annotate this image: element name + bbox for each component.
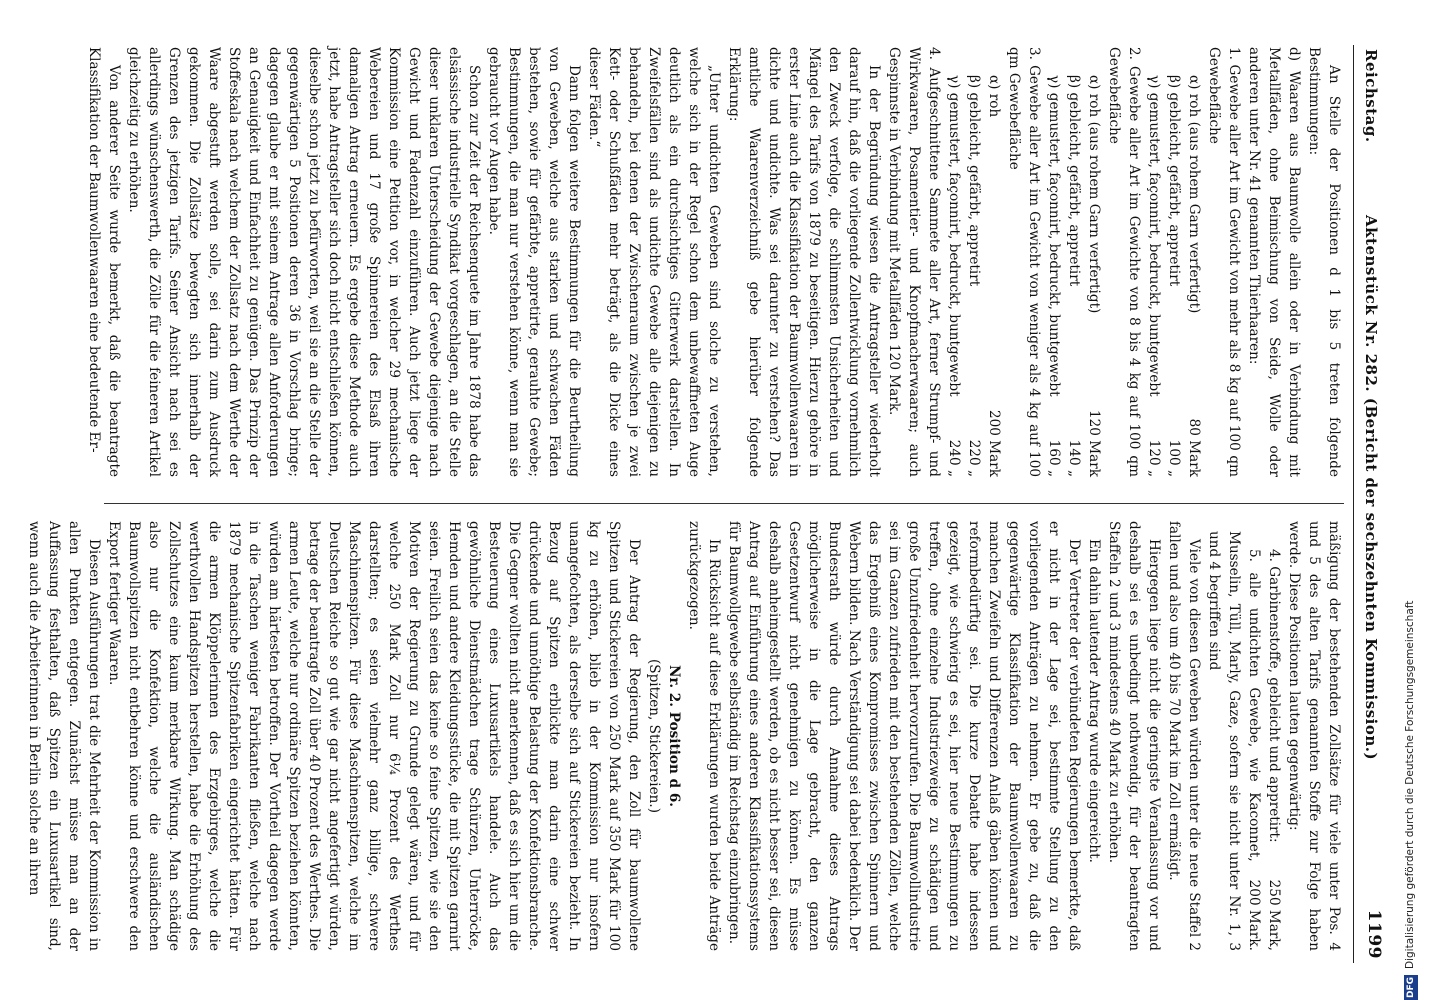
paragraph: An Stelle der Positionen d 1 bis 5 treten folgende Bestimmungen:	[1306, 47, 1342, 477]
paragraph: Von anderer Seite wurde bemerkt, daß die beantragte Klassifikation der Baumwollenwaaren eine bedeutende Er-	[86, 47, 122, 477]
section-title: Nr. 2. Position d 6.	[666, 664, 682, 808]
quote-paragraph: „Unter undichten Geweben sind solche zu verstehen, welche sich in der Regel schon dem unbewaffneten Auge deutlich als ein durchsichtiges Gitterwerk darstellen. In Zweifelsfällen sind als undichte Gewebe alle diejenigen zu behandeln, bei denen der Zwischenraum zwischen je zwei Kett- oder Schußfäden mehr beträgt, als die Dicke eines dieser Fäden.“	[586, 47, 722, 477]
digitization-credit	[1403, 0, 1417, 1000]
tariff-subitem: 200 Mark α) roh	[986, 75, 1002, 477]
document-page	[26, 45, 1388, 963]
page-header	[1353, 45, 1388, 963]
tariff-item: 3. Gewebe aller Art im Gewicht von weniger als 4 kg auf 100 qm Gewebefläche	[1006, 47, 1042, 477]
tariff-subitem: 140 „ β) gebleicht, gefärbt, appretirt	[1066, 75, 1082, 477]
paragraph: Dann folgen weitere Bestimmungen für die Beurtheilung von Geweben, welche aus starken und schwachen Fäden bestehen, sowie für gefärbte, appretirte, gerauhte Gewebe; Bestimmungen, die man nur verstehen könne, wenn man sie gebraucht vor Augen habe.	[486, 47, 582, 477]
paragraph: In Rücksicht auf diese Erklärungen wurden beide Anträge zurückgezogen.	[686, 521, 722, 951]
paragraph: Der Vertreter der verbündeten Regierungen bemerkte, daß er nicht in der Lage sei, bestimmte Stellung zu den vorliegenden Anträgen zu nehmen. Er gebe zu, daß die gegenwärtige Klassifikation der Baumwollenwaaren zu manchen Zweifeln und Differenzen Anlaß gäben können und reformbedürftig sei. Die kurze Debatte habe indessen gezeigt, wie schwierig es sei, hier neue Bestimmungen zu treffen, ohne einzelne Industriezweige zu schädigen und große Unzufriedenheit hervorzurufen. Die Baumwollindustrie sei im Ganzen zufrieden mit den bestehenden Zöllen, welche das Ergebniß eines Kompromisses zwischen Spinnern und Webern bilden. Nach Verständigung sei dabei bedenklich. Der Bundesrath würde durch Annahme dieses Antrags möglicherweise in die Lage gebracht, den ganzen Gesetzentwurf nicht genehmigen zu können. Es müsse deshalb anheimgestellt werden, ob es nicht besser sei, diesen Antrag auf Einführung eines anderen Klassifikationssystems für Baumwollgewebe selbständig im Reichstag einzubringen.	[726, 521, 1082, 951]
section-subtitle: (Spitzen, Stickereien.)	[646, 658, 662, 814]
paragraph: Diesen Ausführungen trat die Mehrheit der Kommission in allen Punkten entgegen. Zunächst müsse man an der Auffassung festhalten, daß Spitzen ein Luxusartikel sind, wenn auch die Arbeiterinnen in Berlin solche an ihren	[26, 521, 102, 951]
tariff-subitem: 220 „ β) gebleicht, gefärbt, appretirt	[966, 75, 982, 477]
paragraph: In der Begründung wiesen die Antragsteller wiederholt darauf hin, daß die vorliegende Zollentwicklung vornehmlich den Zweck verfolge, die schlimmsten Unsicherheiten und Mängel des Tarifs von 1879 zu beseitigen. Hierzu gehöre in erster Linie auch die Klassifikation der Baumwollenwaaren in dichte und undichte. Was sei darunter zu verstehen? Das amtliche Waarenverzeichniß gebe hierüber folgende Erklärung:	[726, 47, 882, 477]
tariff-subitem: 160 „ γ) gemustert, façonnirt, bedruckt, buntgewebt	[1046, 75, 1062, 477]
paragraph: Schon zur Zeit der Reichsenquete im Jahre 1878 habe das elsässische industrielle Syndikat vorgeschlagen, an die Stelle dieser unklaren Unterscheidung der Gewebe diejenige nach Gewicht und Fadenzahl einzuführen. Auch jetzt liege der Kommission eine Petition vor, in welcher 29 mechanische Webereien und 17 große Spinnereien des Elsaß ihren damaligen Antrag erneuern. Es ergebe diese Methode auch jetzt, habe Antragsteller sich doch nicht entschließen können, dieselbe schon jetzt zu befürworten, weil sie an die Stelle der gegenwärtigen 5 Positionen deren 36 in Vorschlag bringe; dagegen glaube er mit seinem Antrage allen Anforderungen an Genauigkeit und Einfachheit zu genügen. Das Prinzip der Stoffeskala nach welchem der Zollsatz nach dem Werthe der Waare abgestuft werden solle, sei darin zum Ausdruck gekommen. Die Zollsätze bewegten sich innerhalb der Grenzen des jetzigen Tarifs. Seiner Ansicht nach sei es allerdings wünschenswerth, die Zölle für die feineren Artikel gleichzeitig zu erhöhen.	[126, 47, 482, 477]
right-column	[26, 521, 1344, 951]
tariff-item: 1. Gewebe aller Art im Gewicht von mehr als 8 kg auf 100 qm Gewebefläche	[1206, 47, 1242, 477]
dfg-logo: DFG	[1406, 976, 1416, 998]
tariff-item: 250 Mark, 4. Garbinenstoffe, gebleicht und appretirt:	[1266, 549, 1282, 951]
tariff-subitem: 120 „ γ) gemustert, façonnirt, bedruckt, buntgewebt	[1146, 75, 1162, 477]
paragraph: Viele von diesen Geweben würden unter die neue Staffel 2 fallen und also um 40 bis 70 Mark im Zoll ermäßigt.	[1166, 521, 1202, 951]
tariff-item: 200 Mark. 5. alle undichten Gewebe, wie Kaconnet, Musselin, Tüll, Marly, Gaze, sofern sie nicht unter Nr. 1, 3 und 4 begriffen sind	[1206, 531, 1262, 951]
credit-text: Digitalisierung gefördert durch die Deutsche Forschungsgemeinschaft	[1404, 600, 1416, 969]
column-divider	[104, 503, 1344, 504]
tariff-subitem: 240 „ γ) gemustert, façonnirt, bedruckt, buntgewebt	[946, 75, 962, 477]
tariff-item: 4. Aufgeschnittene Sammete aller Art, ferner Strumpf- und Wirkwaaren, Posamentier- und Knopfmacherwaaren; auch Gespinnste in Verbindung mit Metallfäden 120 Mark.	[886, 47, 942, 477]
paragraph: Der Antrag der Regierung, den Zoll für baumwollene Spitzen und Stickereien von 250 Mark auf 350 Mark für 100 kg zu erhöhen, blieb in der Kommission nur insofern unangefochten, als derselbe sich auf Stickereien bezieht. In Bezug auf Spitzen erblickte man darin eine schwer drückende und unnöthige Belastung der Konfektionsbranche. Die Gegner wollten nicht anerkennen, daß es sich hier um die Besteuerung eines Luxusartikels handele. Auch das gewöhnliche Dienstmädchen trage Schürzen, Unterröcke, Hemden und andere Kleidungsstücke, die mit Spitzen garnirt seien. Freilich seien das keine so feine Spitzen, wie sie den Motiven der Regierung zu Grunde gelegt wären, und für welche 250 Mark Zoll nur 6¼ Prozent des Werthes darstellten; es seien vielmehr ganz billige, schwere Maschinenspitzen. Für diese Maschinenspitzen, welche im Deutschen Reiche so gut wie gar nicht angefertigt würden, betrage der beantragte Zoll über 40 Prozent des Werthes. Die armen Leute, welche nur ordinäre Spitzen beziehen könnten, würden am härtesten betroffen. Der Vortheil dagegen werde in die Taschen weniger Fabrikanten fließen, welche nach 1879 mechanische Spitzenfabriken eingerichtet hätten. Für die armen Klöppelerinnen des Erzgebirges, welche die werthvollen Handspitzen herstellen, habe die Erhöhung des Zollschutzes eine kaum merkbare Wirkung. Man schädige also nur die Konfektion, welche die ausländischen Baumwollspitzen nicht entbehren könne und erschwere den Export fertiger Waaren.	[106, 521, 642, 951]
paragraph: Ein dahin lautender Antrag wurde eingereicht.	[1086, 539, 1102, 863]
header-document-title	[1362, 215, 1380, 760]
page-number: 1199	[1364, 909, 1384, 959]
paragraph: d) Waaren aus Baumwolle allein oder in Verbindung mit Metallfäden, ohne Beimischung von Seide, Wolle oder anderen unter Nr. 41 genannten Thierhaaren:	[1246, 47, 1302, 477]
header-subtitle: (Bericht der sechszehnten Kommission.)	[1362, 397, 1380, 761]
left-column	[86, 47, 1344, 477]
tariff-subitem: 80 Mark α) roh (aus rohem Garn verfertigt)	[1186, 75, 1202, 477]
paragraph: mäßigung der bestehenden Zollsätze für viele unter Pos. 4 und 5 des alten Tarifs genannten Stoffe zur Folge haben werde. Diese Positionen lauten gegenwärtig:	[1286, 521, 1342, 951]
paragraph: Hiergegen liege nicht die geringste Veranlassung vor und deshalb sei es unbedingt nothwendig, für der beantragten Staffeln 2 und 3 mindestens 40 Mark zu erhöhen.	[1106, 521, 1162, 951]
tariff-subitem: 120 Mark α) roh (aus rohem Garn verfertigt)	[1086, 75, 1102, 477]
tariff-item: 2. Gewebe aller Art im Gewichte von 8 bis 4 kg auf 100 qm Gewebefläche	[1106, 47, 1142, 477]
header-aktenstueck: Aktenstück Nr. 282.	[1362, 215, 1380, 393]
header-reichstag: Reichstag.	[1362, 49, 1380, 143]
tariff-subitem: 100 „ β) gebleicht, gefärbt, appretirt	[1166, 75, 1182, 477]
